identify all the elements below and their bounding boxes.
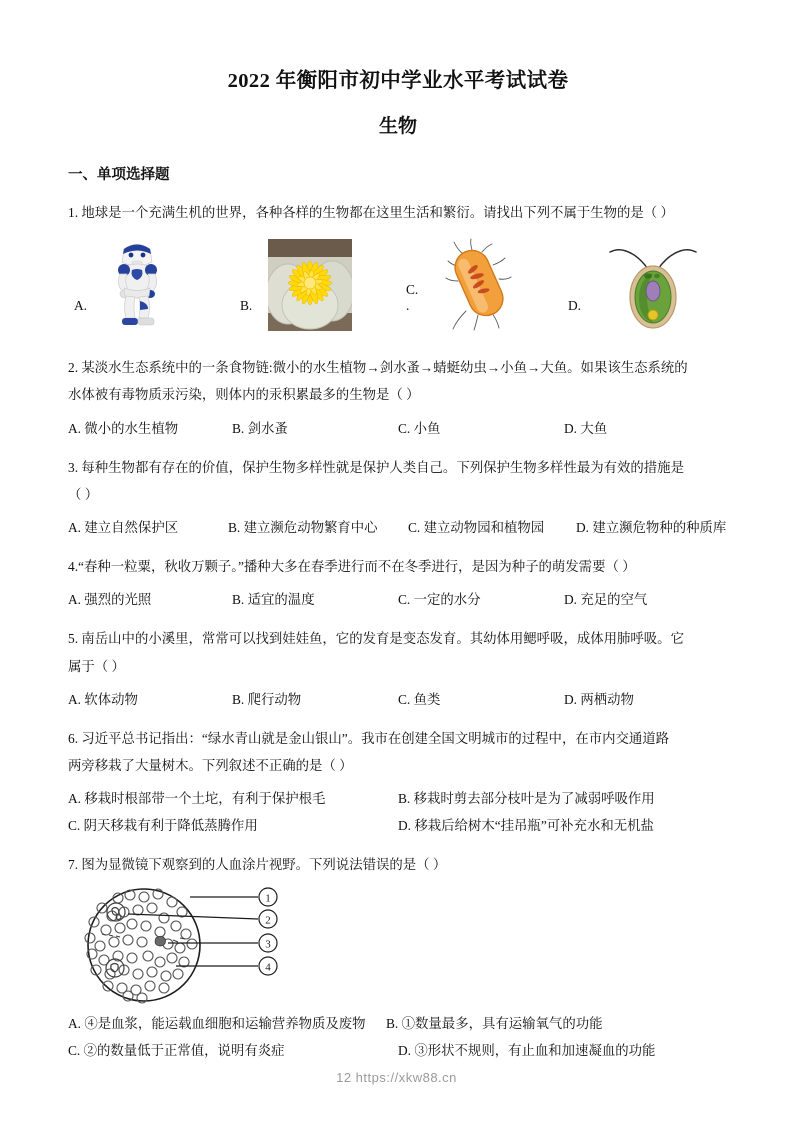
question-3-option-d[interactable]: D. 建立濒危物种的种质库 <box>576 520 727 536</box>
question-5-option-a[interactable]: A. 软体动物 <box>68 691 138 707</box>
question-5-stem-line-2: 属于（ ） <box>68 658 125 674</box>
question-2-option-a[interactable]: A. 微小的水生植物 <box>68 420 179 436</box>
question-2-option-b[interactable]: B. 剑水蚤 <box>232 420 288 436</box>
question-3-stem-line-1: 3. 每种生物都有存在的价值，保护生物多样性就是保护人类自己。下列保护生物多样性最为有效的措施是 <box>68 459 684 475</box>
chlamydomonas-icon <box>604 235 700 336</box>
question-5-option-c[interactable]: C. 鱼类 <box>398 691 441 707</box>
question-1-stem: 1. 地球是一个充满生机的世界，各种各样的生物都在这里生活和繁衍。请找出下列不属于生物的是（ ） <box>68 205 674 221</box>
question-1 <box>68 199 728 342</box>
question-3-option-b[interactable]: B. 建立濒危动物繁育中心 <box>228 520 378 536</box>
question-4-option-a[interactable]: A. 强烈的光照 <box>68 592 152 608</box>
svg-text:3: 3 <box>265 938 271 951</box>
lithops-flower-icon <box>268 239 352 336</box>
question-7-option-a[interactable]: A. ④是血浆，能运载血细胞和运输营养物质及废物 <box>68 1016 366 1032</box>
question-2-option-c[interactable]: C. 小鱼 <box>398 420 441 436</box>
page-subtitle: 生物 <box>378 115 417 137</box>
question-5-option-b[interactable]: B. 爬行动物 <box>232 691 302 707</box>
robot-icon <box>104 239 170 336</box>
question-3-option-c[interactable]: C. 建立动物园和植物园 <box>408 520 545 536</box>
question-4 <box>68 553 728 613</box>
question-5-options <box>68 686 728 713</box>
question-7-option-d[interactable]: D. ③形状不规则，有止血和加速凝血的功能 <box>398 1043 656 1059</box>
question-2-options <box>68 415 728 442</box>
question-7-option-b[interactable]: B. ①数量最多，具有运输氧气的功能 <box>386 1016 603 1032</box>
question-3 <box>68 454 728 541</box>
question-5 <box>68 625 728 712</box>
question-6-option-b[interactable]: B. 移栽时剪去部分枝叶是为了减弱呼吸作用 <box>398 791 655 807</box>
question-7-options <box>68 1010 728 1064</box>
question-6-option-d[interactable]: D. 移栽后给树木“挂吊瓶”可补充水和无机盐 <box>398 818 654 834</box>
question-6-option-a[interactable]: A. 移栽时根部带一个土坨，有利于保护根毛 <box>68 791 326 807</box>
question-7-option-c[interactable]: C. ②的数量低于正常值，说明有炎症 <box>68 1043 285 1059</box>
question-2-option-d[interactable]: D. 大鱼 <box>564 420 608 436</box>
question-2 <box>68 354 728 441</box>
question-6-options <box>68 785 728 839</box>
svg-text:2: 2 <box>265 914 271 927</box>
page-title: 2022 年衡阳市初中学业水平考试试卷 <box>227 70 569 92</box>
question-6-stem-line-1: 6. 习近平总书记指出：“绿水青山就是金山银山”。我市在创建全国文明城市的过程中，在市内交通道路 <box>68 730 670 746</box>
question-3-stem-line-2: （ ） <box>68 486 99 502</box>
page-content <box>68 0 728 1064</box>
blood-smear-figure <box>72 886 728 1004</box>
question-4-options <box>68 586 728 613</box>
question-5-stem-line-1: 5. 南岳山中的小溪里，常常可以找到娃娃鱼，它的发育是变态发育。其幼体用鳃呼吸，成体用肺呼吸。它 <box>68 631 684 647</box>
svg-text:1: 1 <box>265 892 271 905</box>
question-2-stem-line-2: 水体被有毒物质汞污染，则体内的汞积累最多的生物是（ ） <box>68 387 420 403</box>
question-6-option-c[interactable]: C. 阴天移栽有利于降低蒸腾作用 <box>68 818 258 834</box>
question-1-image-options <box>68 238 728 342</box>
option-b-label: B. <box>240 298 253 314</box>
question-6 <box>68 725 728 839</box>
option-a-label: A. <box>74 298 88 314</box>
question-4-option-d[interactable]: D. 充足的空气 <box>564 592 648 608</box>
page-footer-watermark: 12 https://xkw88.cn <box>336 1070 457 1085</box>
bacterium-icon <box>444 237 514 336</box>
question-3-option-a[interactable]: A. 建立自然保护区 <box>68 520 179 536</box>
question-7 <box>68 851 728 1064</box>
question-4-option-c[interactable]: C. 一定的水分 <box>398 592 481 608</box>
option-d-label: D. <box>568 298 582 314</box>
svg-text:4: 4 <box>265 961 271 974</box>
option-c-label: C. . <box>406 282 419 314</box>
question-4-stem: 4.“春种一粒粟，秋收万颗子。”播种大多在春季进行而不在冬季进行，是因为种子的萌发需要（ ） <box>68 559 636 575</box>
question-5-option-d[interactable]: D. 两栖动物 <box>564 691 634 707</box>
question-4-option-b[interactable]: B. 适宜的温度 <box>232 592 315 608</box>
question-3-options <box>68 514 728 541</box>
section-heading: 一、单项选择题 <box>68 167 170 184</box>
question-7-stem: 7. 图为显微镜下观察到的人血涂片视野。下列说法错误的是（ ） <box>68 857 447 873</box>
question-6-stem-line-2: 两旁移栽了大量树木。下列叙述不正确的是（ ） <box>68 757 353 773</box>
question-2-stem-line-1: 2. 某淡水生态系统中的一条食物链:微小的水生植物→剑水蚤→蜻蜓幼虫→小鱼→大鱼。如果该生态系统的 <box>68 360 688 376</box>
